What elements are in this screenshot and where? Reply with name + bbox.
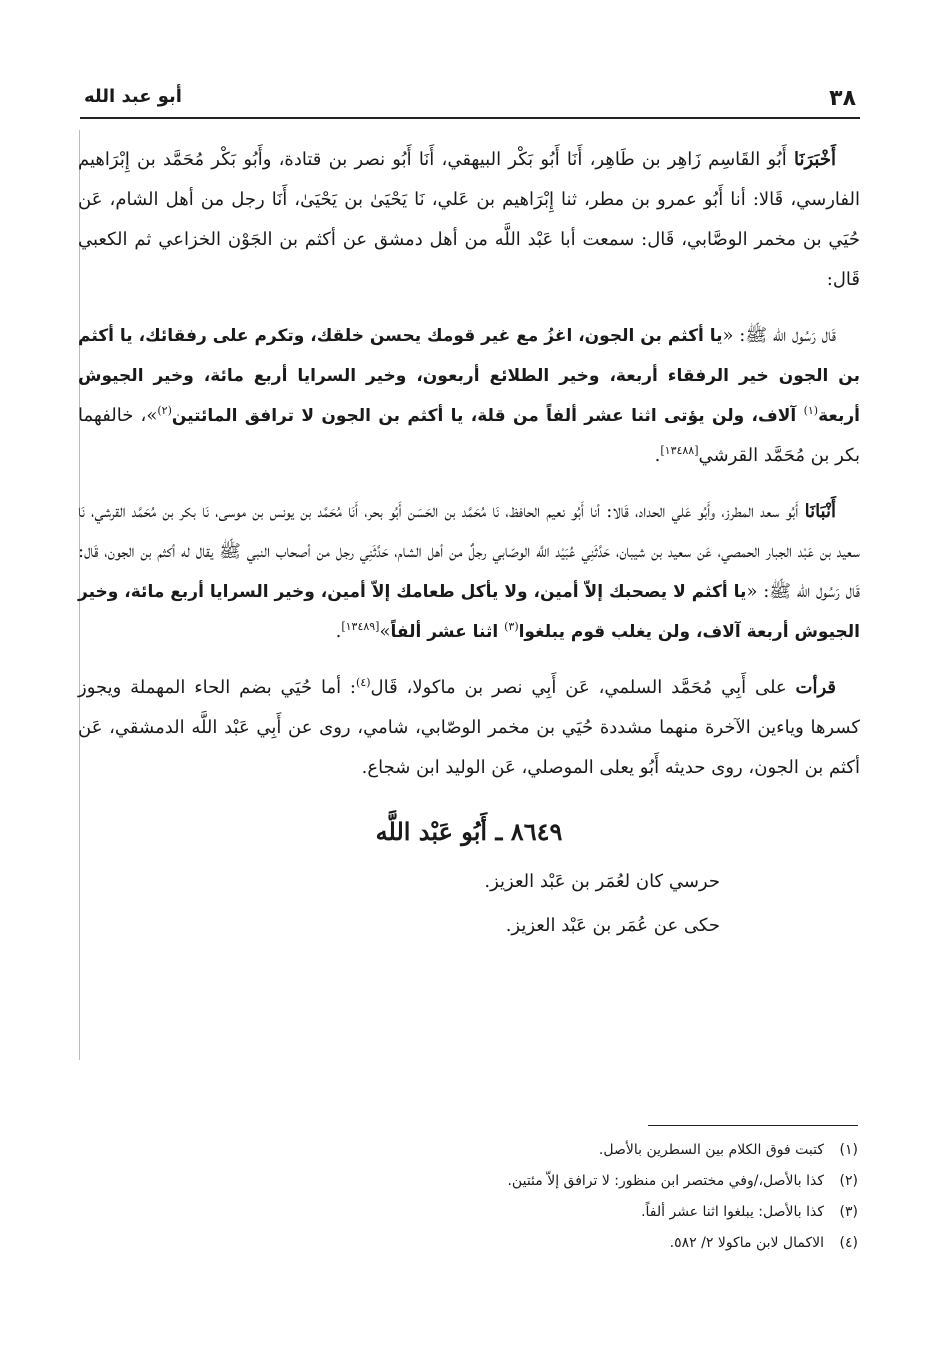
footnote-text: كذا بالأصل: يبلغوا اثنا عشر ألفاً. [641, 1204, 824, 1220]
footnote-marker: (٣) [504, 620, 519, 633]
footnote-marker: (١) [803, 404, 819, 417]
paragraph-1 [78, 140, 860, 300]
paragraph-end: . [335, 621, 342, 642]
hadith-text: يا أكثم بن الجون، اغزُ مع غير قومك يحسن خلقك، وتكرم على رفقائك، يا أكثم بن الجون خير الرفقاء أربعة، وخير الطلائع أربعون، وخير السرايا أربع مائة، وخير الجيوش أربعة [78, 326, 860, 426]
header-rule [80, 117, 860, 119]
paragraph-text: على أَبِي مُحَمَّد السلمي، عَن أَبِي نصر بن ماكولا، قَال [370, 677, 796, 698]
paragraph-text: : أما حُيَي بضم الحاء المهملة ويجوز كسرها وياءين الآخرة منهما مشددة حُيَي بن مخمر الوصّابي، شامي، روى عن أَبِي عَبْد اللَّه الدمشقي، عَن أكثم بن الجون، روى حديثه أَبُو يعلى الموصلي، عَن الوليد ابن شجاع. [78, 677, 860, 778]
hadith-text: آلاف، ولن يؤتى اثنا عشر ألفاً من قلة، يا أكثم بن الجون لا ترافق المائتين [171, 406, 804, 426]
entry-line: حرسي كان لعُمَر بن عَبْد العزيز. [484, 871, 720, 892]
footnote-number: (٣) [839, 1204, 858, 1220]
footnote [80, 1228, 858, 1259]
footnote-number: (٤) [839, 1235, 858, 1251]
paragraph-3 [78, 492, 860, 652]
paragraph-text: أَبُو القَاسِم زَاهِر بن طَاهِر، أَنَا أَبُو بَكْر البيهقي، أَنَا أَبُو نصر بن قتادة، وأَبُو بَكْر مُحَمَّد بن إِبْرَاهيم الفارسي، قَالا: أنا أَبُو عمرو بن مطر، ثنا إِبْرَاهيم بن عَلي، نَا يَحْيَىٰ بن يَحْيَىٰ، أَنَا رجل من أهل الشام، عَن حُيَي بن مخمر الوصَّابي، قَال: سمعت أبا عَبْد اللَّه من أهل دمشق عن أكثم بن الجَوْن الخزاعي ثم الكعبي قَال: [78, 149, 860, 290]
paragraph-text: قَال رَسُول الله ﷺ: « [722, 325, 836, 346]
paragraph-lead: قرأت [795, 677, 836, 698]
paragraph-end: . [654, 445, 661, 466]
paragraph-lead: أَخْبَرَنَا [794, 149, 836, 170]
page-number: ٣٨ [829, 86, 856, 111]
footnote-number: (١) [839, 1142, 858, 1158]
running-title: أبو عبد الله [84, 86, 182, 107]
footnote-marker: (٤) [356, 676, 371, 689]
footnote [80, 1135, 858, 1166]
footnote-text: كذا بالأصل،/وفي مختصر ابن منظور: لا ترافق إلاّ مئتين. [507, 1173, 824, 1189]
footnote [80, 1166, 858, 1197]
paragraph-text: أَبُو سعد المطرز، وأَبُو عَلي الحداد، قَالا: أنا أَبُو نعيم الحافظ، نَا مُحَمَّد بن الحَسَن أَبُو بحر، أَنَا مُحَمَّد بن يونس بن موسى، نَا بكر بن مُحَمَّد القرشي، نَا سعيد بن عَبْد الجبار الحمصي، عَن سعيد بن شيبان، حَدَّثَنِي عُبَيْد اللَّه الوصّابي رجلٌ من أهل الشام، حَدَّثَنِي رجل من أصحاب النبي ﷺ يقال له أكثم بن الجون، قَال: قَال رَسُول الله ﷺ: « [78, 501, 861, 602]
hadith-text: اثنا عشر ألفاً [390, 622, 505, 642]
reference-number: [١٣٤٨٩] [341, 620, 380, 633]
entry-heading: ٨٦٤٩ ـ أَبُو عَبْد اللَّه [375, 817, 563, 846]
footnote-marker: (٢) [157, 404, 172, 417]
entry-line: حكى عن عُمَر بن عَبْد العزيز. [505, 915, 720, 936]
paragraph-2 [78, 316, 860, 476]
main-text [78, 140, 860, 948]
footnote-number: (٢) [839, 1173, 858, 1189]
paragraph-4 [78, 668, 860, 788]
paragraph-text: » [379, 621, 391, 642]
footnote-text: الاكمال لابن ماكولا ٢/ ٥٨٢. [669, 1235, 824, 1251]
footnote-rule [648, 1125, 858, 1126]
reference-number: [١٣٤٨٨] [660, 444, 699, 457]
paragraph-lead: أَنْبَانَا [804, 501, 836, 522]
footnotes [80, 1135, 858, 1259]
paragraph-text: »، خالفهما بكر بن مُحَمَّد القرشي [78, 405, 860, 466]
footnote-text: كتبت فوق الكلام بين السطرين بالأصل. [598, 1142, 824, 1158]
page-header [80, 86, 860, 116]
footnote [80, 1197, 858, 1228]
hadith-text: يا أكثم لا يصحبك إلاّ أمين، ولا يأكل طعامك إلاّ أمين، وخير السرايا أربع مائة، وخير الجيوش أربعة آلاف، ولن يغلب قوم يبلغوا [78, 582, 860, 642]
